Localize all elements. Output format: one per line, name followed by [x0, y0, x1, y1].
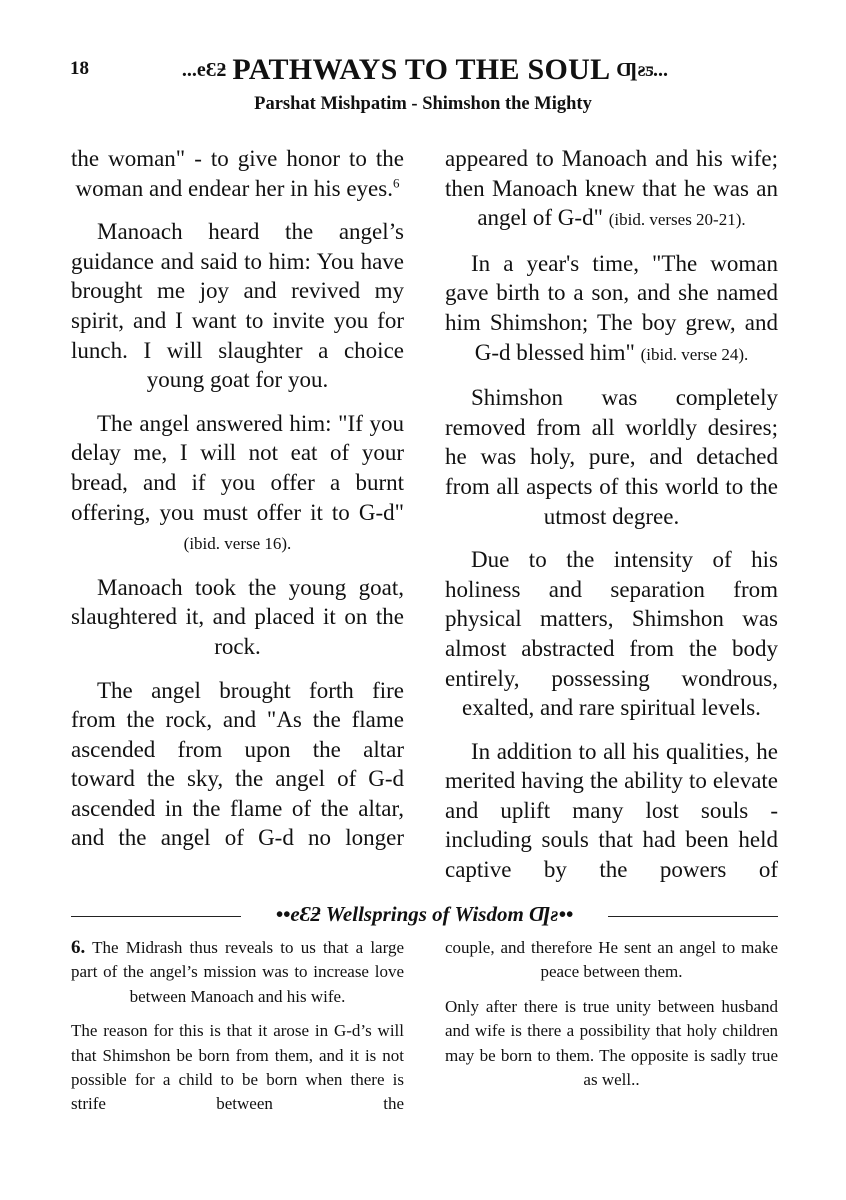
footnote-column-left	[71, 936, 404, 1117]
paragraph	[71, 144, 404, 203]
footnote-text: The Midrash thus reveals to us that a large part of the angel’s mission was to increase love between Manoach and his wife.	[71, 938, 404, 1006]
section-title-text: Wellsprings of Wisdom	[325, 902, 524, 926]
footnote-separator	[71, 902, 778, 930]
footnote-number: 6.	[71, 937, 86, 958]
footnote-column-right	[445, 936, 778, 1102]
paragraph-text: appeared to Manoach and his wife; then Manoach knew that he was an angel of G-d"	[445, 146, 778, 231]
paragraph	[445, 249, 778, 369]
left-text-column	[71, 144, 404, 853]
separator-line-right	[608, 916, 778, 917]
footnote-paragraph	[71, 936, 404, 1009]
right-text-column	[445, 144, 778, 885]
paragraph: Due to the intensity of his holiness and separation from physical matters, Shimshon was almost abstracted from the body entirely, possessing wondrous, exalted, and rare spiritual levels.	[445, 547, 778, 721]
paragraph: In addition to all his qualities, he merited having the ability to elevate and uplift many lost souls - including souls that had been held captive by the powers of	[445, 738, 778, 883]
footnote-paragraph: The reason for this is that it arose in G-d’s will that Shimshon be born from them, and it is not possible for a child to be born when there is strife between the	[71, 1021, 404, 1114]
paragraph-text: In a year's time, "The woman gave birth to a son, and she named him Shimshon; The boy grew, and G-d blessed him"	[445, 250, 778, 365]
separator-flourish-left: ••eƐƻ	[275, 902, 321, 926]
footnote-paragraph: Only after there is true unity between husband and wife is there a possibility that holy children may be born to them. The opposite is sadly true as well..	[445, 996, 778, 1090]
paragraph	[71, 409, 404, 559]
page-number: 18	[70, 58, 89, 79]
paragraph: Manoach took the young goat, slaughtered it, and placed it on the rock.	[71, 574, 404, 659]
right-flourish-ornament: Ƣƨƽ...	[616, 58, 669, 81]
left-flourish-ornament: ...eƐƻ	[181, 58, 227, 81]
footnote-paragraph: couple, and therefore He sent an angel to make peace between them.	[445, 938, 778, 982]
book-title: PATHWAYS TO THE SOUL	[232, 53, 611, 86]
paragraph-text: The angel answered him: "If you delay me, I will not eat of your bread, and if you offer a burnt offering, you must offer it to G-d"	[71, 410, 404, 525]
paragraph: Manoach heard the angel’s guidance and said to him: You have brought me joy and revived my spirit, and I want to invite you for lunch. I will slaughter a choice young goat for you.	[71, 219, 404, 393]
footnote-reference[interactable]: 6	[392, 174, 400, 190]
running-header	[130, 50, 720, 90]
paragraph-text: the woman" - to give honor to the woman and endear her in his eyes.	[71, 146, 404, 201]
chapter-subtitle: Parshat Mishpatim - Shimshon the Mighty	[254, 94, 592, 114]
paragraph	[445, 144, 778, 235]
verse-citation: (ibid. verses 20-21).	[608, 210, 746, 230]
paragraph: Shimshon was completely removed from all worldly desires; he was holy, pure, and detached from all aspects of this world to the utmost degree.	[445, 385, 778, 529]
verse-citation: (ibid. verse 24).	[640, 344, 749, 364]
verse-citation: (ibid. verse 16).	[183, 534, 292, 554]
separator-flourish-right: Ƣƨ••	[529, 902, 574, 926]
paragraph: The angel brought forth fire from the rock, and "As the flame ascended from upon the altar toward the sky, the angel of G-d ascended in the flame of the altar, and the angel of G-d no longer	[71, 677, 404, 851]
footnote-section-title	[241, 902, 608, 927]
separator-line-left	[71, 916, 241, 917]
